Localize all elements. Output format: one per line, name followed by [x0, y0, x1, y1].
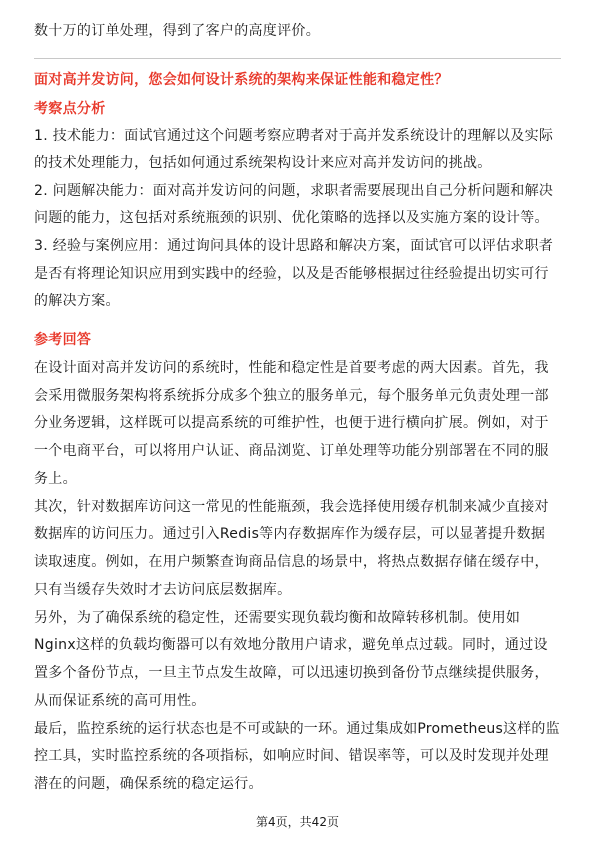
answer-line: 一个电商平台，可以将用户认证、商品浏览、订单处理等功能分别部署在不同的服 — [34, 443, 549, 459]
interview-question: 面对高并发访问，您会如何设计系统的架构来保证性能和稳定性？ — [34, 72, 449, 88]
answer-line: 在设计面对高并发访问的系统时，性能和稳定性是首要考虑的两大因素。首先，我 — [34, 360, 549, 376]
answer-line: 读取速度。例如，在用户频繁查询商品信息的场景中，将热点数据存储在缓存中， — [34, 554, 549, 570]
answer-line: 会采用微服务架构将系统拆分成多个独立的服务单元，每个服务单元负责处理一部 — [34, 388, 549, 404]
answer-line: 控工具，实时监控系统的各项指标，如响应时间、错误率等，可以及时发现并处理 — [34, 748, 549, 764]
answer-line: 数据库的访问压力。通过引入Redis等内存数据库作为缓存层，可以显著提升数据 — [34, 526, 546, 542]
analysis-line: 2. 问题解决能力：面对高并发访问的问题，求职者需要展现出自己分析问题和解决 — [34, 183, 554, 199]
page-number: 第4页，共42页 — [256, 815, 339, 829]
section-divider — [34, 58, 561, 59]
answer-line: 其次，针对数据库访问这一常见的性能瓶颈，我会选择使用缓存机制来减少直接对 — [34, 499, 549, 515]
answer-heading: 参考回答 — [34, 332, 92, 348]
answer-line: 最后，监控系统的运行状态也是不可或缺的一环。通过集成如Prometheus这样的监 — [34, 721, 560, 737]
answer-line: 另外，为了确保系统的稳定性，还需要实现负载均衡和故障转移机制。使用如 — [34, 610, 521, 626]
answer-line: 从而保证系统的高可用性。 — [34, 693, 206, 709]
analysis-heading: 考察点分析 — [34, 101, 106, 117]
answer-line: Nginx这样的负载均衡器可以有效地分散用户请求，避免单点过载。同时，通过设 — [34, 637, 548, 653]
answer-line: 只有当缓存失效时才去访问底层数据库。 — [34, 582, 292, 598]
answer-line: 置多个备份节点，一旦主节点发生故障，可以迅速切换到备份节点继续提供服务， — [34, 665, 549, 681]
analysis-line: 1. 技术能力：面试官通过这个问题考察应聘者对于高并发系统设计的理解以及实际 — [34, 128, 554, 144]
analysis-line: 问题的能力，这包括对系统瓶颈的识别、优化策略的选择以及实施方案的设计等。 — [34, 210, 549, 226]
answer-line: 分业务逻辑，这样既可以提高系统的可维护性，也便于进行横向扩展。例如，对于 — [34, 415, 549, 431]
intro-line: 数十万的订单处理，得到了客户的高度评价。 — [34, 23, 320, 39]
analysis-line: 的解决方案。 — [34, 293, 120, 309]
answer-line: 潜在的问题，确保系统的稳定运行。 — [34, 776, 263, 792]
analysis-line: 的技术处理能力，包括如何通过系统架构设计来应对高并发访问的挑战。 — [34, 155, 492, 171]
analysis-line: 是否有将理论知识应用到实践中的经验，以及是否能够根据过往经验提出切实可行 — [34, 266, 549, 282]
analysis-line: 3. 经验与案例应用：通过询问具体的设计思路和解决方案，面试官可以评估求职者 — [34, 238, 554, 254]
document-page — [34, 0, 561, 842]
answer-line: 务上。 — [34, 471, 77, 487]
